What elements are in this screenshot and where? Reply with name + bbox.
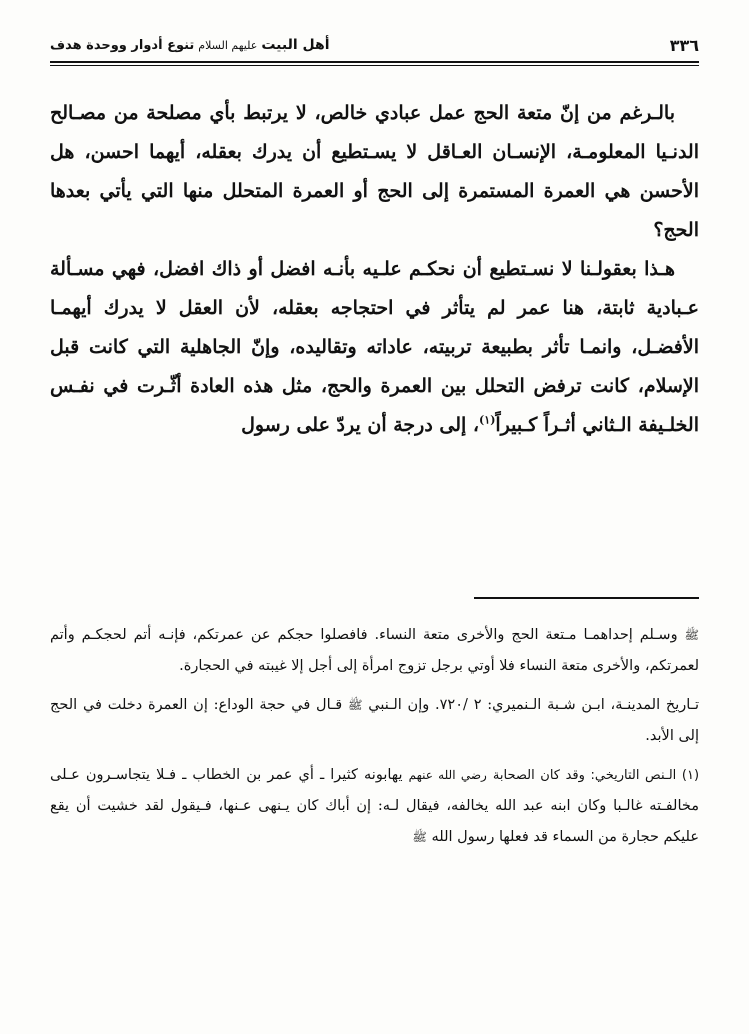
body-paragraph <box>50 250 699 445</box>
running-subtitle: تنوع أدوار ووحدة هدف <box>50 37 195 53</box>
honorific-glyph: عليهم السلام <box>198 38 258 52</box>
footnote-text: قـال في حجة الوداع: إن العمرة دخلت في الحج إلى الأبد. <box>50 697 699 744</box>
paragraph-text-continued: ، إلى درجة أن يردّ على رسول <box>241 414 480 436</box>
salutation-glyph: ﷺ <box>347 698 363 712</box>
header-rule-thin <box>50 65 699 66</box>
running-title: أهل البيت <box>261 37 330 53</box>
footnote-reference: (١) <box>479 413 496 427</box>
salutation-glyph: ﷺ <box>412 830 427 844</box>
body-text <box>50 94 699 445</box>
footnote-item <box>50 620 699 682</box>
footnote-text: وسـلم إحداهمـا مـتعة الحج والأخرى متعة النساء. فافصلوا حجكم عن عمرتكم، فإنـه أتم لحجكـم وأتم لعمرتكم، والأخرى متعة النساء فلا أوتي برجل تزوج امرأة إلى أجل إلا غيبته في الحجارة. <box>50 627 699 674</box>
page-number: ٣٣٦ <box>669 35 699 55</box>
footnote-citation: تـاريخ المدينـة، ابـن شـبة الـنميري: ٢ /٧٢٠. وإن الـنبي <box>368 697 699 713</box>
footnote-lead: (١) الـنص التاريخي: وقد كان الصحابة <box>492 768 700 783</box>
footnote-item <box>50 760 699 853</box>
footnote-separator <box>474 597 699 599</box>
footnote-item <box>50 690 699 752</box>
running-header <box>50 32 699 58</box>
paragraph-text: هـذا بعقولـنا لا نسـتطيع أن نحكـم علـيه بأنـه افضل أو ذاك افضل، فهي مسـألة عـبادية ثابتة، هنا عمر لم يتأثر في احتجاجه بعقله، لأن العقل لا يدرك أيهمـا الأفضـل، وانمـا تأثر بطبيعة تربيته، عاداته وتقاليده، وإنّ الجاهلية التي كانت قبل الإسلام، كانت ترفض التحلل بين العمرة والحج، مثل هذه العادة أثّـرت في نفـس الخلـيفة الـثاني أثـراً كـبيراً <box>50 258 699 436</box>
honorific-glyph: رضي الله عنهم <box>408 768 487 782</box>
footnote-text: يهابونه كثيرا ـ أي عمر بن الخطاب ـ فـلا يتجاسـرون عـلى مخالفـته غالـبا وكان ابنه عبد الله يخالفه، فيقال لـه: إن أباك كان يـنهى عـنها، فـيقول لقد خشيت أن يقع عليكم حجارة من السماء قد فعلها رسول الله <box>50 767 699 845</box>
body-paragraph <box>50 94 699 250</box>
header-rule-thick <box>50 61 699 63</box>
salutation-glyph: ﷺ <box>684 628 700 642</box>
running-title-group <box>50 37 330 53</box>
footnotes <box>50 620 699 861</box>
paragraph-text: بالـرغم من إنّ متعة الحج عمل عبادي خالص، لا يرتبط بأي مصلحة من مصـالح الدنـيا المعلومـة، الإنسـان العـاقل لا يسـتطيع أن يدرك بعقله، أيهما احسن، هل الأحسن هي العمرة المستمرة إلى الحج أو العمرة المتحلل منها التي يأتي بعدها الحج؟ <box>50 102 699 241</box>
